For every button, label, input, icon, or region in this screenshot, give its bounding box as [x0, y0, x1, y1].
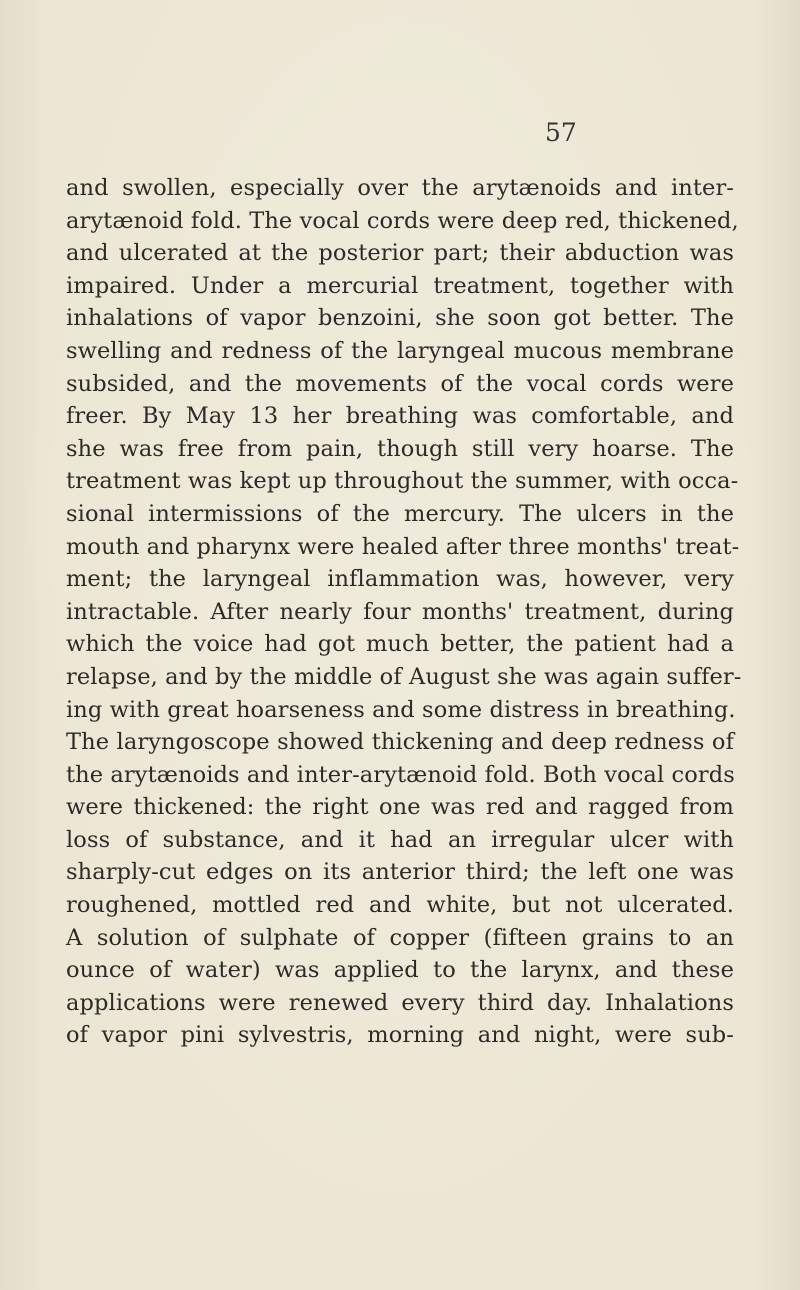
- text-line: ing with great hoarseness and some distress in breathing.: [66, 696, 736, 723]
- text-line: ounce of water) was applied to the larynx, and these: [66, 957, 734, 984]
- text-line: of vapor pini sylvestris, morning and night, were sub-: [66, 1022, 734, 1049]
- body-text: [66, 172, 742, 1052]
- text-line: ment; the laryngeal inflammation was, however, very: [66, 566, 734, 593]
- text-line: loss of substance, and it had an irregular ulcer with: [66, 826, 734, 853]
- text-line: applications were renewed every third day. Inhalations: [66, 989, 734, 1016]
- text-line: inhalations of vapor benzoini, she soon got better. The: [66, 305, 734, 332]
- text-line: roughened, mottled red and white, but not ulcerated.: [66, 892, 734, 919]
- text-line: mouth and pharynx were healed after three months' treat-: [66, 533, 740, 560]
- text-line: were thickened: the right one was red and ragged from: [66, 794, 734, 821]
- text-line: subsided, and the movements of the vocal cords were: [66, 370, 734, 397]
- text-line: intractable. After nearly four months' treatment, during: [66, 598, 734, 625]
- text-line: which the voice had got much better, the patient had a: [66, 631, 734, 658]
- text-line: the arytænoids and inter-arytænoid fold. Both vocal cords: [66, 761, 735, 788]
- text-line: sharply-cut edges on its anterior third; the left one was: [66, 859, 734, 886]
- text-line: arytænoid fold. The vocal cords were deep red, thickened,: [66, 207, 739, 234]
- text-line: A solution of sulphate of copper (fifteen grains to an: [66, 924, 734, 951]
- text-line: The laryngoscope showed thickening and deep redness of: [66, 729, 734, 756]
- text-line: she was free from pain, though still very hoarse. The: [66, 435, 734, 462]
- text-line: freer. By May 13 her breathing was comfortable, and: [66, 403, 734, 430]
- text-line: and swollen, especially over the arytænoids and inter-: [66, 175, 734, 201]
- text-line: and ulcerated at the posterior part; their abduction was: [66, 240, 734, 267]
- text-line: sional intermissions of the mercury. The ulcers in the: [66, 500, 734, 527]
- page-number: 57: [545, 118, 577, 147]
- text-line: impaired. Under a mercurial treatment, together with: [66, 272, 734, 299]
- text-line: swelling and redness of the laryngeal mucous membrane: [66, 337, 734, 364]
- text-line: treatment was kept up throughout the summer, with occa-: [66, 468, 739, 495]
- text-line: relapse, and by the middle of August she was again suffer-: [66, 663, 742, 690]
